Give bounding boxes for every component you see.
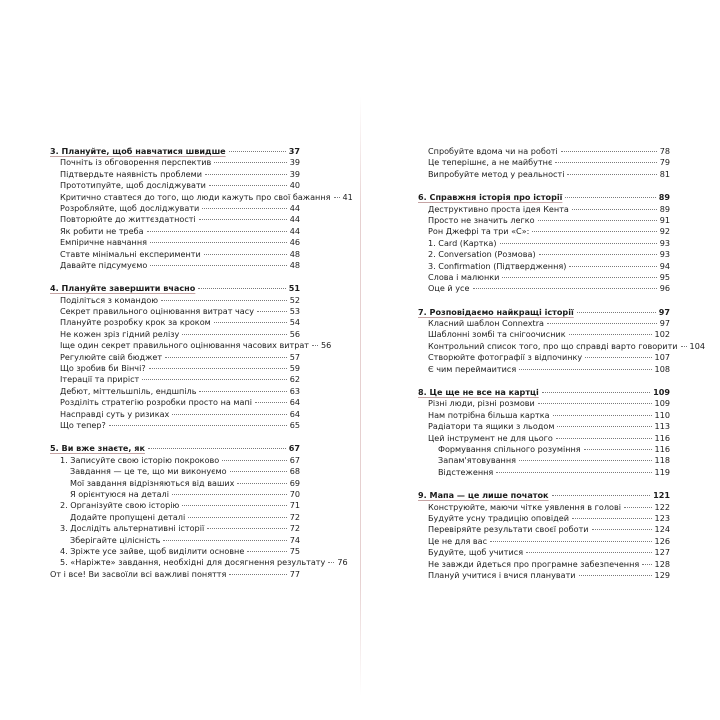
toc-entry-page-number: 64 <box>289 408 300 419</box>
toc-entry-title: Прототипуйте, щоб досліджувати <box>60 180 206 191</box>
toc-right-page <box>418 146 705 593</box>
toc-entry-title: Будуйте усну традицію оповідей <box>428 512 570 523</box>
toc-entry-page-number: 44 <box>289 225 300 236</box>
dot-leader <box>592 529 652 530</box>
dot-leader <box>188 517 286 518</box>
toc-entry-page-number: 104 <box>689 340 705 351</box>
toc-entry[interactable] <box>50 478 300 489</box>
toc-entry-page-number: 119 <box>654 466 670 477</box>
toc-entry-page-number: 56 <box>321 340 332 351</box>
toc-entry-page-number: 113 <box>654 421 670 432</box>
toc-entry-page-number: 40 <box>289 180 300 191</box>
toc-entry-title: 1. Card (Картка) <box>428 237 497 248</box>
toc-entry-title: Просто не значить легко <box>428 214 535 225</box>
toc-entry-page-number: 95 <box>659 271 670 282</box>
toc-entry[interactable] <box>418 421 670 432</box>
dot-leader <box>585 357 651 358</box>
dot-leader <box>547 323 657 324</box>
toc-entry-page-number: 93 <box>659 237 670 248</box>
dot-leader <box>247 551 286 552</box>
chapter-heading[interactable] <box>418 192 670 203</box>
toc-entry-page-number: 96 <box>659 283 670 294</box>
toc-entry-title: Формування спільного розуміння <box>438 443 581 454</box>
chapter-heading[interactable] <box>418 490 670 501</box>
dot-leader <box>577 312 656 313</box>
dot-leader <box>199 391 286 392</box>
toc-entry[interactable] <box>418 340 705 352</box>
toc-entry-title: Ставте мінімальні експерименти <box>60 248 201 259</box>
toc-entry[interactable] <box>50 523 300 534</box>
toc-entry[interactable] <box>50 512 300 523</box>
toc-entry-title: 2. Організуйте свою історію <box>60 500 180 511</box>
toc-entry[interactable] <box>50 329 300 340</box>
toc-entry[interactable] <box>50 260 300 271</box>
toc-entry-title: 3. Confirmation (Підтвердження) <box>428 260 567 271</box>
toc-entry[interactable] <box>418 352 670 363</box>
dot-leader <box>519 369 651 370</box>
chapter-page-number: 37 <box>288 146 300 156</box>
toc-entry-title: Різні люди, різні розмови <box>428 398 535 409</box>
dot-leader <box>532 231 656 232</box>
toc-entry-page-number: 44 <box>289 202 300 213</box>
toc-entry[interactable] <box>50 546 300 557</box>
dot-leader <box>539 254 657 255</box>
toc-entry[interactable] <box>418 467 670 478</box>
toc-entry-page-number: 44 <box>289 214 300 225</box>
toc-entry[interactable] <box>418 364 670 375</box>
dot-leader <box>561 151 657 152</box>
toc-entry-page-number: 74 <box>289 534 300 545</box>
toc-entry-title: Нам потрібна більша картка <box>428 409 550 420</box>
dot-leader <box>496 472 651 473</box>
toc-entry-title: Що зробив би Вінчі? <box>60 363 146 374</box>
toc-entry[interactable] <box>418 536 670 547</box>
chapter-heading[interactable] <box>418 307 670 318</box>
toc-entry-title: Секрет правильного оцінювання витрат часу <box>60 306 254 317</box>
dot-leader <box>214 322 287 323</box>
chapter-heading[interactable] <box>50 146 300 157</box>
toc-entry-title: 3. Дослідіть альтернативні історії <box>60 523 205 534</box>
dot-leader <box>569 334 652 335</box>
toc-entry-title: Це не для вас <box>428 535 488 546</box>
toc-entry[interactable] <box>50 489 300 500</box>
dot-leader <box>147 231 287 232</box>
toc-entry-title: Контрольний список того, про що справді варто говорити <box>428 340 678 351</box>
toc-entry[interactable] <box>50 157 300 168</box>
toc-entry-page-number: 46 <box>289 237 300 248</box>
toc-section <box>418 387 670 478</box>
toc-entry-title: Насправді суть у ризиках <box>60 408 170 419</box>
toc-entry-title: Я орієнтуюся на деталі <box>70 488 169 499</box>
toc-entry-title: Оце й усе <box>428 283 470 294</box>
dot-leader <box>555 162 656 163</box>
toc-section <box>418 192 670 295</box>
toc-entry-page-number: 75 <box>289 545 300 556</box>
toc-entry-page-number: 116 <box>654 432 670 443</box>
toc-entry-title: Не кожен зріз гідний релізу <box>60 328 180 339</box>
toc-entry[interactable] <box>50 191 353 203</box>
toc-entry-page-number: 41 <box>342 191 353 202</box>
toc-entry-page-number: 124 <box>654 524 670 535</box>
toc-entry[interactable] <box>50 500 300 511</box>
chapter-heading[interactable] <box>50 283 300 294</box>
toc-entry[interactable] <box>418 169 670 180</box>
toc-entry[interactable] <box>418 226 670 237</box>
dot-leader <box>230 471 287 472</box>
toc-entry-page-number: 110 <box>654 409 670 420</box>
toc-entry[interactable] <box>418 329 670 340</box>
toc-section <box>418 146 670 180</box>
toc-entry-title: Іще один секрет правильного оцінювання часових витрат <box>60 340 310 351</box>
toc-entry-title: Це теперішнє, а не майбутнє <box>428 157 553 168</box>
toc-entry[interactable] <box>50 420 300 431</box>
toc-entry-page-number: 81 <box>659 168 670 179</box>
toc-entry-page-number: 52 <box>289 294 300 305</box>
toc-entry-title: Слова і малюнки <box>428 271 500 282</box>
chapter-page-number: 89 <box>658 192 670 203</box>
toc-entry-page-number: 79 <box>659 157 670 168</box>
dot-leader <box>204 254 287 255</box>
dot-leader <box>579 575 652 576</box>
toc-entry-title: Давайте підсумуємо <box>60 259 148 270</box>
toc-entry-page-number: 93 <box>659 249 670 260</box>
dot-leader <box>209 185 287 186</box>
toc-entry-page-number: 107 <box>654 352 670 363</box>
toc-section <box>50 283 332 431</box>
toc-entry[interactable] <box>50 169 300 180</box>
toc-entry-page-number: 92 <box>659 226 670 237</box>
toc-entry[interactable] <box>50 397 300 408</box>
toc-entry[interactable] <box>418 559 670 570</box>
toc-entry-page-number: 129 <box>654 569 670 580</box>
toc-entry-page-number: 71 <box>289 500 300 511</box>
dot-leader <box>553 415 652 416</box>
toc-entry-page-number: 70 <box>289 488 300 499</box>
toc-entry[interactable] <box>50 237 300 248</box>
toc-section <box>418 490 670 581</box>
dot-leader <box>552 495 651 496</box>
toc-entry-title: 1. Записуйте свою історію покроково <box>60 454 220 465</box>
toc-section <box>50 443 348 580</box>
toc-entry-page-number: 94 <box>659 260 670 271</box>
toc-entry-title: Не завжди йдеться про програмне забезпечення <box>428 558 640 569</box>
toc-entry[interactable] <box>418 318 670 329</box>
dot-leader <box>642 564 651 565</box>
toc-entry-page-number: 126 <box>654 535 670 546</box>
toc-entry[interactable] <box>50 535 300 546</box>
dot-leader <box>229 574 286 575</box>
toc-entry-page-number: 76 <box>337 557 348 568</box>
dot-leader <box>142 379 286 380</box>
toc-entry-page-number: 63 <box>289 385 300 396</box>
toc-entry[interactable] <box>418 398 670 409</box>
chapter-title: 8. Це ще не все на картці <box>418 387 539 398</box>
toc-entry-page-number: 116 <box>654 443 670 454</box>
dot-leader <box>500 243 657 244</box>
dot-leader <box>182 505 286 506</box>
chapter-page-number: 97 <box>658 306 670 317</box>
dot-leader <box>572 518 652 519</box>
toc-entry-page-number: 59 <box>289 363 300 374</box>
toc-entry-page-number: 69 <box>289 477 300 488</box>
toc-entry[interactable] <box>418 249 670 260</box>
toc-entry-title: Класний шаблон Connextra <box>428 318 545 329</box>
toc-entry-title: Деструктивно проста ідея Кента <box>428 203 569 214</box>
toc-entry-page-number: 77 <box>289 568 300 579</box>
toc-entry[interactable] <box>50 569 300 580</box>
toc-entry[interactable] <box>418 157 670 168</box>
dot-leader <box>198 288 285 289</box>
chapter-page-number: 109 <box>653 387 670 398</box>
chapter-heading[interactable] <box>50 443 300 454</box>
toc-entry[interactable] <box>50 455 300 466</box>
toc-entry-page-number: 68 <box>289 466 300 477</box>
toc-entry[interactable] <box>50 352 300 363</box>
toc-entry-page-number: 122 <box>654 501 670 512</box>
toc-entry-title: 5. «Наріжте» завдання, необхідні для досягнення результату <box>60 557 326 568</box>
toc-entry-page-number: 127 <box>654 547 670 558</box>
toc-entry[interactable] <box>418 215 670 226</box>
toc-entry-page-number: 39 <box>289 168 300 179</box>
toc-entry-title: Плануй учитися і вчися планувати <box>428 569 576 580</box>
dot-leader <box>148 448 286 449</box>
toc-entry-page-number: 72 <box>289 523 300 534</box>
toc-entry-page-number: 48 <box>289 259 300 270</box>
toc-entry-page-number: 123 <box>654 512 670 523</box>
chapter-title: 7. Розповідаємо найкращі історії <box>418 306 574 317</box>
toc-entry[interactable] <box>50 203 300 214</box>
toc-entry[interactable] <box>418 444 670 455</box>
chapter-title: 9. Мапа — це лише початок <box>418 490 549 501</box>
dot-leader <box>172 494 287 495</box>
toc-entry[interactable] <box>50 363 300 374</box>
toc-entry-title: Регулюйте свій бюджет <box>60 351 163 362</box>
dot-leader <box>328 562 334 563</box>
dot-leader <box>163 540 286 541</box>
toc-entry-title: Почніть із обговорення перспектив <box>60 157 212 168</box>
toc-entry-title: Розробляйте, щоб досліджувати <box>60 202 200 213</box>
toc-entry[interactable] <box>418 238 670 249</box>
dot-leader <box>172 414 286 415</box>
chapter-title: 3. Плануйте, щоб навчатися швидше <box>50 146 226 156</box>
toc-left-page <box>50 146 353 592</box>
toc-entry-title: Ітерації та приріст <box>60 374 140 385</box>
dot-leader <box>165 357 287 358</box>
toc-entry[interactable] <box>418 272 670 283</box>
chapter-page-number: 121 <box>653 490 670 501</box>
toc-entry-title: 4. Зріжте усе зайве, щоб виділити основне <box>60 545 245 556</box>
dot-leader <box>150 265 286 266</box>
dot-leader <box>681 346 687 347</box>
dot-leader <box>567 174 656 175</box>
toc-entry-title: Критично ставтеся до того, що люди кажуть про свої бажання <box>60 191 331 202</box>
toc-entry[interactable] <box>418 283 670 294</box>
dot-leader <box>557 426 651 427</box>
toc-entry-title: От і все! Ви засвоїли всі важливі поняття <box>50 568 227 579</box>
toc-entry-title: Рон Джефрі та три «С»: <box>428 226 530 237</box>
toc-entry[interactable] <box>418 513 670 524</box>
dot-leader <box>312 345 318 346</box>
dot-leader <box>199 219 287 220</box>
toc-entry-page-number: 56 <box>289 328 300 339</box>
toc-entry[interactable] <box>50 557 348 568</box>
toc-entry-page-number: 48 <box>289 248 300 259</box>
dot-leader <box>538 403 652 404</box>
chapter-page-number: 67 <box>288 443 300 454</box>
toc-entry[interactable] <box>418 502 670 513</box>
toc-entry[interactable] <box>50 340 332 351</box>
dot-leader <box>257 311 287 312</box>
toc-entry[interactable] <box>418 570 670 581</box>
dot-leader <box>538 220 657 221</box>
toc-entry-page-number: 78 <box>659 146 670 156</box>
toc-entry-title: Мої завдання відрізняються від ваших <box>70 477 235 488</box>
toc-entry-page-number: 64 <box>289 397 300 408</box>
toc-entry-page-number: 128 <box>654 558 670 569</box>
toc-entry-page-number: 108 <box>654 363 670 374</box>
toc-entry-page-number: 62 <box>289 374 300 385</box>
dot-leader <box>556 438 652 439</box>
toc-entry[interactable] <box>50 214 300 225</box>
dot-leader <box>565 197 655 198</box>
toc-entry-title: Перевіряйте результати своєї роботи <box>428 524 589 535</box>
dot-leader <box>161 300 287 301</box>
toc-entry-title: Випробуйте метод у реальності <box>428 168 565 179</box>
toc-entry[interactable] <box>50 180 300 191</box>
toc-entry-title: Конструюйте, маючи чітке уявлення в голові <box>428 501 621 512</box>
toc-entry-title: Завдання — це те, що ми виконуємо <box>70 466 227 477</box>
chapter-page-number: 51 <box>288 283 300 294</box>
toc-entry-title: Цей інструмент не для цього <box>428 432 553 443</box>
dot-leader <box>526 552 651 553</box>
toc-entry-title: Спробуйте вдома чи на роботі <box>428 146 558 156</box>
toc-entry-page-number: 91 <box>659 214 670 225</box>
dot-leader <box>237 483 286 484</box>
toc-entry-title: Як робити не треба <box>60 225 144 236</box>
toc-entry-title: Підтвердьте наявність проблеми <box>60 168 202 179</box>
toc-entry-page-number: 57 <box>289 351 300 362</box>
toc-entry[interactable] <box>418 261 670 272</box>
toc-entry-page-number: 72 <box>289 511 300 522</box>
dot-leader <box>569 266 656 267</box>
toc-section <box>418 306 705 375</box>
toc-entry-title: Плануйте розробку крок за кроком <box>60 317 211 328</box>
dot-leader <box>149 368 287 369</box>
toc-entry[interactable] <box>50 374 300 385</box>
toc-entry-title: Шаблонні зомбі та снігоочисник <box>428 329 566 340</box>
dot-leader <box>334 197 340 198</box>
dot-leader <box>572 209 657 210</box>
toc-entry[interactable] <box>50 386 300 397</box>
toc-entry[interactable] <box>418 204 670 215</box>
dot-leader <box>229 151 286 152</box>
dot-leader <box>205 174 287 175</box>
toc-entry-page-number: 53 <box>289 306 300 317</box>
toc-entry[interactable] <box>418 455 670 466</box>
toc-entry-page-number: 118 <box>654 455 670 466</box>
toc-entry-title: Відстеження <box>438 466 494 477</box>
dot-leader <box>150 242 287 243</box>
toc-entry[interactable] <box>50 226 300 237</box>
toc-entry[interactable] <box>418 547 670 558</box>
toc-entry[interactable] <box>50 295 300 306</box>
toc-entry-title: Створюйте фотографії з відпочинку <box>428 352 583 363</box>
dot-leader <box>214 162 286 163</box>
toc-entry-page-number: 67 <box>289 454 300 465</box>
dot-leader <box>502 277 656 278</box>
page-gutter <box>360 96 361 696</box>
toc-entry-title: Будуйте, щоб учитися <box>428 547 524 558</box>
dot-leader <box>490 541 651 542</box>
toc-entry-page-number: 89 <box>659 203 670 214</box>
toc-entry-title: Емпіричне навчання <box>60 237 147 248</box>
toc-entry[interactable] <box>50 306 300 317</box>
dot-leader <box>584 449 652 450</box>
toc-entry[interactable] <box>50 249 300 260</box>
dot-leader <box>109 425 287 426</box>
toc-entry[interactable] <box>50 466 300 477</box>
dot-leader <box>222 460 286 461</box>
toc-entry-page-number: 65 <box>289 419 300 430</box>
chapter-title: 5. Ви вже знаєте, як <box>50 443 145 454</box>
toc-entry-title: Додайте пропущені деталі <box>70 511 186 522</box>
toc-entry[interactable] <box>50 409 300 420</box>
toc-entry-title: Повторюйте до життєздатності <box>60 214 196 225</box>
dot-leader <box>473 288 657 289</box>
dot-leader <box>182 334 286 335</box>
toc-entry-page-number: 97 <box>659 318 670 329</box>
dot-leader <box>624 507 652 508</box>
toc-entry[interactable] <box>418 146 670 157</box>
toc-entry[interactable] <box>50 317 300 328</box>
dot-leader <box>207 528 286 529</box>
toc-entry-title: Що тепер? <box>60 419 106 430</box>
chapter-title: 6. Справжня історія про історії <box>418 192 563 203</box>
toc-entry-page-number: 109 <box>654 398 670 409</box>
dot-leader <box>255 402 287 403</box>
toc-entry-page-number: 39 <box>289 157 300 168</box>
dot-leader <box>542 392 650 393</box>
toc-entry-title: Розділіть стратегію розробки просто на мапі <box>60 397 253 408</box>
toc-entry-title: 2. Conversation (Розмова) <box>428 249 536 260</box>
toc-entry[interactable] <box>418 524 670 535</box>
toc-entry-page-number: 102 <box>654 329 670 340</box>
toc-entry-title: Зберігайте цілісність <box>70 534 161 545</box>
toc-entry-title: Поділіться з командою <box>60 294 159 305</box>
dot-leader <box>519 460 652 461</box>
chapter-title: 4. Плануйте завершити вчасно <box>50 283 196 294</box>
toc-entry-title: Радіатори та ящики з льодом <box>428 421 555 432</box>
toc-entry[interactable] <box>418 410 670 421</box>
toc-entry-title: Дебют, міттельшпіль, ендшпіль <box>60 385 197 396</box>
toc-entry[interactable] <box>418 433 670 444</box>
toc-section <box>50 146 353 271</box>
chapter-heading[interactable] <box>418 387 670 398</box>
toc-entry-page-number: 54 <box>289 317 300 328</box>
dot-leader <box>202 208 286 209</box>
toc-entry-title: Є чим переймаитися <box>428 363 517 374</box>
toc-entry-title: Запам'ятовування <box>438 455 517 466</box>
